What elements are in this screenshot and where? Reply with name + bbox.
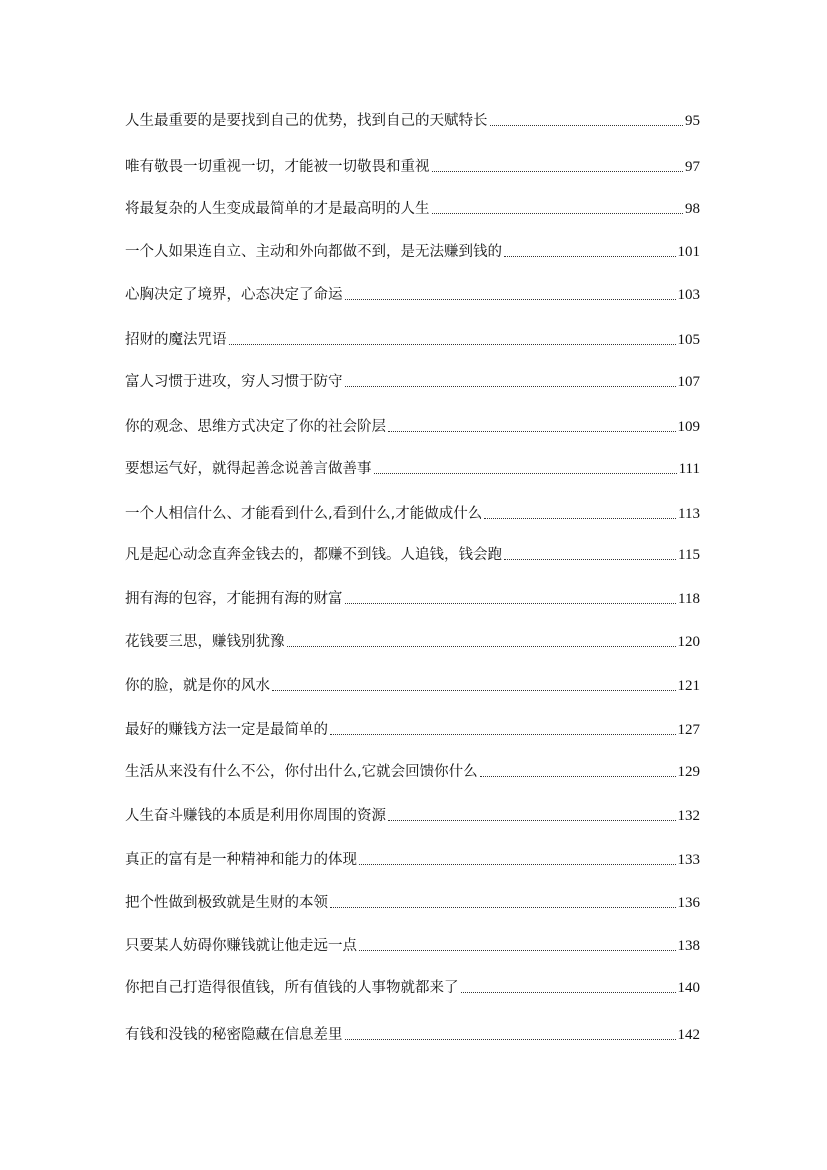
toc-entry[interactable]	[125, 157, 700, 177]
toc-dot-leader	[480, 775, 676, 777]
toc-entry-title: 富人习惯于进攻，穷人习惯于防守	[125, 374, 343, 390]
toc-entry-title: 心胸决定了境界，心态决定了命运	[125, 287, 343, 303]
toc-dot-leader	[330, 733, 676, 735]
toc-entry[interactable]	[125, 242, 700, 262]
toc-dot-leader	[345, 298, 676, 300]
toc-entry-title: 唯有敬畏一切重视一切，才能被一切敬畏和重视	[125, 159, 430, 175]
toc-entry[interactable]	[125, 720, 700, 740]
toc-dot-leader	[484, 517, 676, 519]
toc-entry-page: 111	[678, 461, 700, 477]
toc-entry[interactable]	[125, 676, 700, 696]
toc-entry-page: 115	[678, 547, 700, 563]
toc-entry[interactable]	[125, 806, 700, 826]
toc-entry-title: 你的脸，就是你的风水	[125, 678, 270, 694]
toc-entry[interactable]	[125, 199, 700, 219]
toc-entry[interactable]	[125, 978, 700, 998]
toc-dot-leader	[461, 991, 676, 993]
toc-entry-title: 将最复杂的人生变成最简单的才是最高明的人生	[125, 201, 430, 217]
toc-entry-title: 你的观念、思维方式决定了你的社会阶层	[125, 419, 386, 435]
toc-entry-title: 拥有海的包容，才能拥有海的财富	[125, 591, 343, 607]
toc-entry-title: 只要某人妨碍你赚钱就让他走远一点	[125, 938, 357, 954]
toc-entry-page: 129	[677, 764, 700, 780]
toc-dot-leader	[388, 819, 676, 821]
toc-dot-leader	[345, 602, 677, 604]
toc-dot-leader	[330, 906, 676, 908]
toc-dot-leader	[504, 255, 676, 257]
toc-entry[interactable]	[125, 372, 700, 392]
toc-entry-title: 人生最重要的是要找到自己的优势，找到自己的天赋特长	[125, 113, 488, 129]
toc-dot-leader	[504, 558, 676, 560]
toc-entry-page: 97	[685, 159, 700, 175]
toc-entry-title: 花钱要三思，赚钱别犹豫	[125, 634, 285, 650]
toc-entry-title: 人生奋斗赚钱的本质是利用你周围的资源	[125, 808, 386, 824]
toc-dot-leader	[374, 472, 677, 474]
toc-entry-title: 凡是起心动念直奔金钱去的，都赚不到钱。人追钱，钱会跑	[125, 547, 502, 563]
toc-entry[interactable]	[125, 762, 700, 782]
toc-entry-title: 生活从来没有什么不公，你付出什么,它就会回馈你什么	[125, 764, 478, 780]
toc-entry[interactable]	[125, 632, 700, 652]
toc-entry[interactable]	[125, 545, 700, 565]
toc-entry[interactable]	[125, 417, 700, 437]
toc-entry[interactable]	[125, 936, 700, 956]
toc-entry[interactable]	[125, 850, 700, 870]
toc-dot-leader	[432, 170, 684, 172]
toc-entry[interactable]	[125, 1025, 700, 1045]
toc-entry-page: 127	[677, 722, 700, 738]
toc-entry-page: 109	[677, 419, 700, 435]
toc-entry[interactable]	[125, 504, 700, 524]
toc-entry-page: 120	[677, 634, 700, 650]
toc-entry-page: 103	[677, 287, 700, 303]
toc-dot-leader	[229, 343, 676, 345]
toc-entry-page: 107	[677, 374, 700, 390]
toc-dot-leader	[359, 949, 676, 951]
toc-entry-page: 105	[677, 332, 700, 348]
toc-entry-title: 有钱和没钱的秘密隐藏在信息差里	[125, 1027, 343, 1043]
toc-dot-leader	[287, 645, 676, 647]
toc-dot-leader	[490, 124, 684, 126]
toc-entry[interactable]	[125, 111, 700, 131]
toc-entry[interactable]	[125, 330, 700, 350]
toc-entry-title: 一个人如果连自立、主动和外向都做不到，是无法赚到钱的	[125, 244, 502, 260]
toc-entry-title: 要想运气好，就得起善念说善言做善事	[125, 461, 372, 477]
toc-entry-page: 136	[677, 895, 700, 911]
toc-entry-page: 142	[677, 1027, 700, 1043]
toc-entry-page: 138	[677, 938, 700, 954]
toc-entry-page: 118	[678, 591, 700, 607]
toc-entry[interactable]	[125, 285, 700, 305]
toc-dot-leader	[388, 430, 676, 432]
toc-dot-leader	[345, 385, 676, 387]
toc-entry-page: 113	[678, 506, 700, 522]
toc-entry[interactable]	[125, 589, 700, 609]
toc-entry-page: 98	[685, 201, 700, 217]
toc-entry-page: 121	[677, 678, 700, 694]
toc-entry-title: 真正的富有是一种精神和能力的体现	[125, 852, 357, 868]
toc-dot-leader	[345, 1038, 676, 1040]
toc-entry-title: 把个性做到极致就是生财的本领	[125, 895, 328, 911]
toc-dot-leader	[432, 212, 684, 214]
toc-entry-page: 101	[677, 244, 700, 260]
toc-entry[interactable]	[125, 459, 700, 479]
toc-entry-title: 招财的魔法咒语	[125, 332, 227, 348]
toc-entry-page: 140	[677, 980, 700, 996]
toc-entry-title: 一个人相信什么、才能看到什么,看到什么,才能做成什么	[125, 506, 483, 522]
toc-entry-title: 你把自己打造得很值钱，所有值钱的人事物就都来了	[125, 980, 459, 996]
toc-entry[interactable]	[125, 893, 700, 913]
toc-dot-leader	[359, 863, 676, 865]
toc-entry-page: 132	[677, 808, 700, 824]
toc-entry-page: 133	[677, 852, 700, 868]
toc-entry-page: 95	[685, 113, 700, 129]
toc-entry-title: 最好的赚钱方法一定是最简单的	[125, 722, 328, 738]
toc-dot-leader	[272, 689, 676, 691]
